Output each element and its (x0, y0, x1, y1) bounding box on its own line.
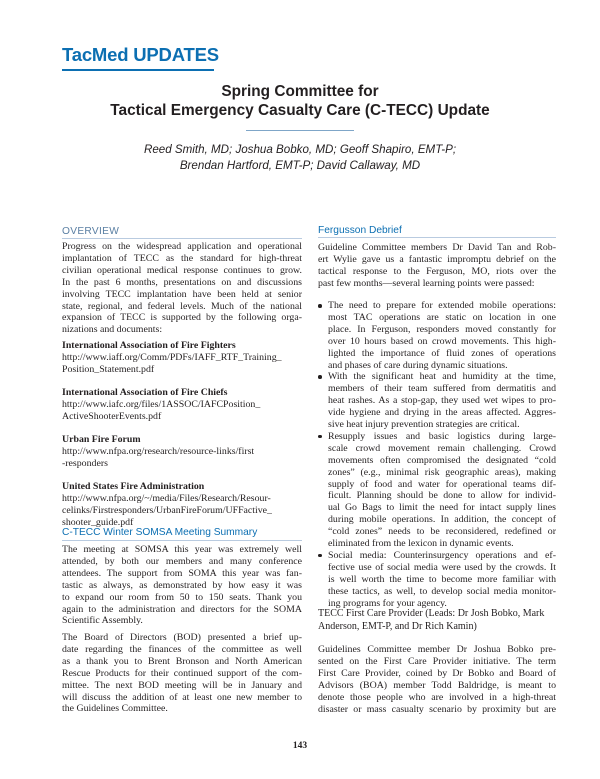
text-line: tactical response to the Ferguson, MO, riots over the (318, 265, 556, 277)
text-line: Guidelines Committee member Dr Joshua Bobko pre- (318, 644, 556, 655)
text-line: Resupply issues and basic logistics during large- (328, 430, 556, 442)
org-link-line[interactable]: http://www.iafc.org/files/1ASSOC/IAFCPosition_ (62, 398, 261, 410)
text-line: Rescue Products for their continued support of the com- (62, 667, 302, 679)
text-line: supply of food and water for operational teams dif- (328, 478, 556, 490)
text-line: sive heat injury prevention strategies are critical. (328, 419, 520, 431)
text-line: movements often compromised the designated “cold (328, 454, 556, 466)
text-line: implantation of TECC as the standard for high-threat (62, 252, 302, 264)
org-name: International Association of Fire Chiefs (62, 387, 228, 398)
text-line: Advisors (BOA) member Todd Baldridge, is meant to (318, 679, 556, 691)
somsa-paragraph-1 (62, 544, 302, 627)
text-line: heat rashes. As a stop-gap, they used wet wipes to pro- (328, 395, 556, 407)
text-line: is well worth the time to become more familiar with (328, 573, 556, 585)
org-entry-iaff (62, 340, 302, 376)
text-line: ficult. Planning should be done to allow for individ- (328, 490, 556, 502)
authors-line-2: Brendan Hartford, EMT-P; David Callaway, MD (179, 159, 421, 172)
org-name: Urban Fire Forum (62, 434, 141, 445)
text-line: state, regional, and federal levels. Much of the national (62, 300, 302, 312)
text-line: nizations and documents: (62, 324, 163, 336)
text-line: The need to prepare for extended mobile operations: (328, 300, 556, 311)
text-line: lighted the importance of fluid zones of operations (328, 347, 556, 359)
text-line: over 10 hours based on crowd movements. This high- (328, 335, 556, 347)
text-line: Progress on the widespread application and operational (62, 241, 302, 252)
bullet-dot-icon (318, 375, 322, 379)
text-line: tastic as always, as demonstrated by how easy it was (62, 579, 302, 591)
text-line: date regarding the finances of the committee as well (62, 643, 302, 655)
org-link-line[interactable]: http://www.iaff.org/Comm/PDFs/IAFF_RTF_Training_ (62, 351, 282, 363)
first-care-paragraph (318, 644, 556, 715)
text-line: as a thank you to Brent Bronson and North American (62, 655, 302, 667)
text-line: eliminated from the lexicon in dynamic events. (328, 538, 514, 550)
org-entry-iafc (62, 387, 302, 423)
text-line: the Guidelines Committee. (62, 703, 168, 715)
article-title-line-2: Tactical Emergency Casualty Care (C-TECC) Update (110, 102, 490, 119)
somsa-heading: C-TECC Winter SOMSA Meeting Summary (62, 527, 258, 538)
org-link-line[interactable]: http://www.nfpa.org/~/media/Files/Research/Resour- (62, 492, 271, 504)
text-line: Scientific Assembly. (62, 615, 143, 627)
somsa-paragraph-2 (62, 632, 302, 715)
org-link-line[interactable]: ActiveShooterEvents.pdf (62, 410, 162, 422)
banner-underline (62, 69, 214, 71)
text-line: ual Go Bags to limit the need for intact supply lines (328, 502, 556, 514)
text-line: scale crowd movement remain challenging. Crowd (328, 442, 556, 454)
text-line: again to the administration and directors for the SOMA (62, 603, 302, 615)
text-line: attendees. The support from SOMA this year was fan- (62, 567, 302, 579)
first-care-heading (318, 608, 556, 633)
text-line: The Board of Directors (BOD) presented a brief up- (62, 632, 302, 643)
page-number: 143 (292, 741, 308, 751)
overview-heading: OVERVIEW (62, 226, 120, 237)
text-line: attended, by both our members and many conference (62, 555, 302, 567)
ferguson-heading: Fergusson Debrief (318, 225, 402, 236)
bullet-dot-icon (318, 304, 322, 308)
org-link-line[interactable]: celinks/Firstresponders/UrbanFireForum/UFFactive_ (62, 504, 272, 516)
org-link-line[interactable]: Position_Statement.pdf (62, 363, 155, 375)
tacmed-updates-banner: TacMed UPDATES (62, 44, 219, 65)
text-line: and phases of care during dynamic situations. (328, 359, 508, 371)
text-line: sented on the First Care Provider initiative. The term (318, 655, 556, 667)
bullet-dot-icon (318, 554, 322, 558)
list-item-text (328, 300, 556, 371)
text-line: civilian operational medical response continues to grow. (62, 264, 302, 276)
text-line: disaster or mass casualty scenario by proximity but are (318, 703, 556, 715)
text-line: to expand our room from 50 to 150 seats. Thank you (62, 591, 302, 603)
text-line: these tactics, as well, to develop social media monitor- (328, 585, 556, 597)
text-line: fective use of social media were used by the crowds. It (328, 561, 556, 573)
text-line: “cold zones” needs to be reconsidered, redefined or (328, 526, 556, 538)
org-name: International Association of Fire Fighters (62, 340, 236, 351)
org-entry-usfa (62, 481, 302, 529)
text-line: Guideline Committee members Dr David Tan and Rob- (318, 242, 556, 253)
authors-line-1: Reed Smith, MD; Joshua Bobko, MD; Geoff Shapiro, EMT-P; (143, 143, 457, 156)
ferguson-intro-paragraph (318, 242, 556, 290)
bullet-dot-icon (318, 435, 322, 439)
text-line: In the past 6 months, presentations on and discussions (62, 276, 302, 288)
org-link-line[interactable]: -responders (62, 457, 108, 469)
text-line: past few months—several learning points were passed: (318, 277, 535, 289)
text-line: ert Wylie gave us a fantastic impromptu debrief on the (318, 253, 556, 265)
text-line: most TAC operations are static on location in one (328, 311, 556, 323)
text-line: expansion of TECC is supported by the following orga- (62, 312, 302, 324)
text-line: With the significant heat and humidity at the time, (328, 371, 556, 383)
org-link-line[interactable]: http://www.nfpa.org/research/resource-links/first (62, 445, 255, 457)
list-item-text (328, 550, 556, 610)
text-line: during mobile operations. In addition, the concept of (328, 514, 556, 526)
text-line: ing programs for your agency. (328, 597, 447, 609)
text-line: will discuss the addition of at least one new member to (62, 691, 302, 703)
text-line: The meeting at SOMSA this year was extremely well (62, 544, 302, 555)
list-item-text (328, 371, 556, 431)
ferguson-heading-rule (318, 237, 556, 238)
list-item-text (328, 431, 556, 550)
text-line: place. In Ferguson, responders moved constantly for (328, 323, 556, 335)
org-link-line[interactable]: shooter_guide.pdf (62, 516, 134, 528)
text-line: mittee. The next BOD meeting will be in January and (62, 679, 302, 691)
text-line: Social media: Counterinsurgency operations and ef- (328, 549, 556, 561)
text-line: denote those people who are involved in a high-threat (318, 691, 556, 703)
text-line: zones” (e.g., minimal risk geographic areas), making (328, 466, 556, 478)
article-title-line-1: Spring Committee for (221, 83, 379, 100)
title-divider (246, 130, 354, 131)
text-line: TECC First Care Provider (Leads: Dr Josh Bobko, Mark (318, 608, 545, 619)
overview-intro-paragraph (62, 241, 302, 336)
overview-heading-rule (62, 238, 302, 239)
text-line: involving TECC implantation have been held at senior (62, 288, 302, 300)
text-line: First Care Provider, coined by Dr Bobko and Board of (318, 667, 556, 679)
text-line: members of their team suffered from dermatitis and (328, 383, 556, 395)
org-name: United States Fire Administration (62, 481, 205, 492)
somsa-heading-rule (62, 540, 302, 541)
text-line: Anderson, EMT-P, and Dr Rich Kamin) (318, 620, 477, 632)
text-line: vide hygiene and drying in the areas affected. Aggres- (328, 407, 556, 419)
org-entry-urban-fire-forum (62, 434, 302, 470)
